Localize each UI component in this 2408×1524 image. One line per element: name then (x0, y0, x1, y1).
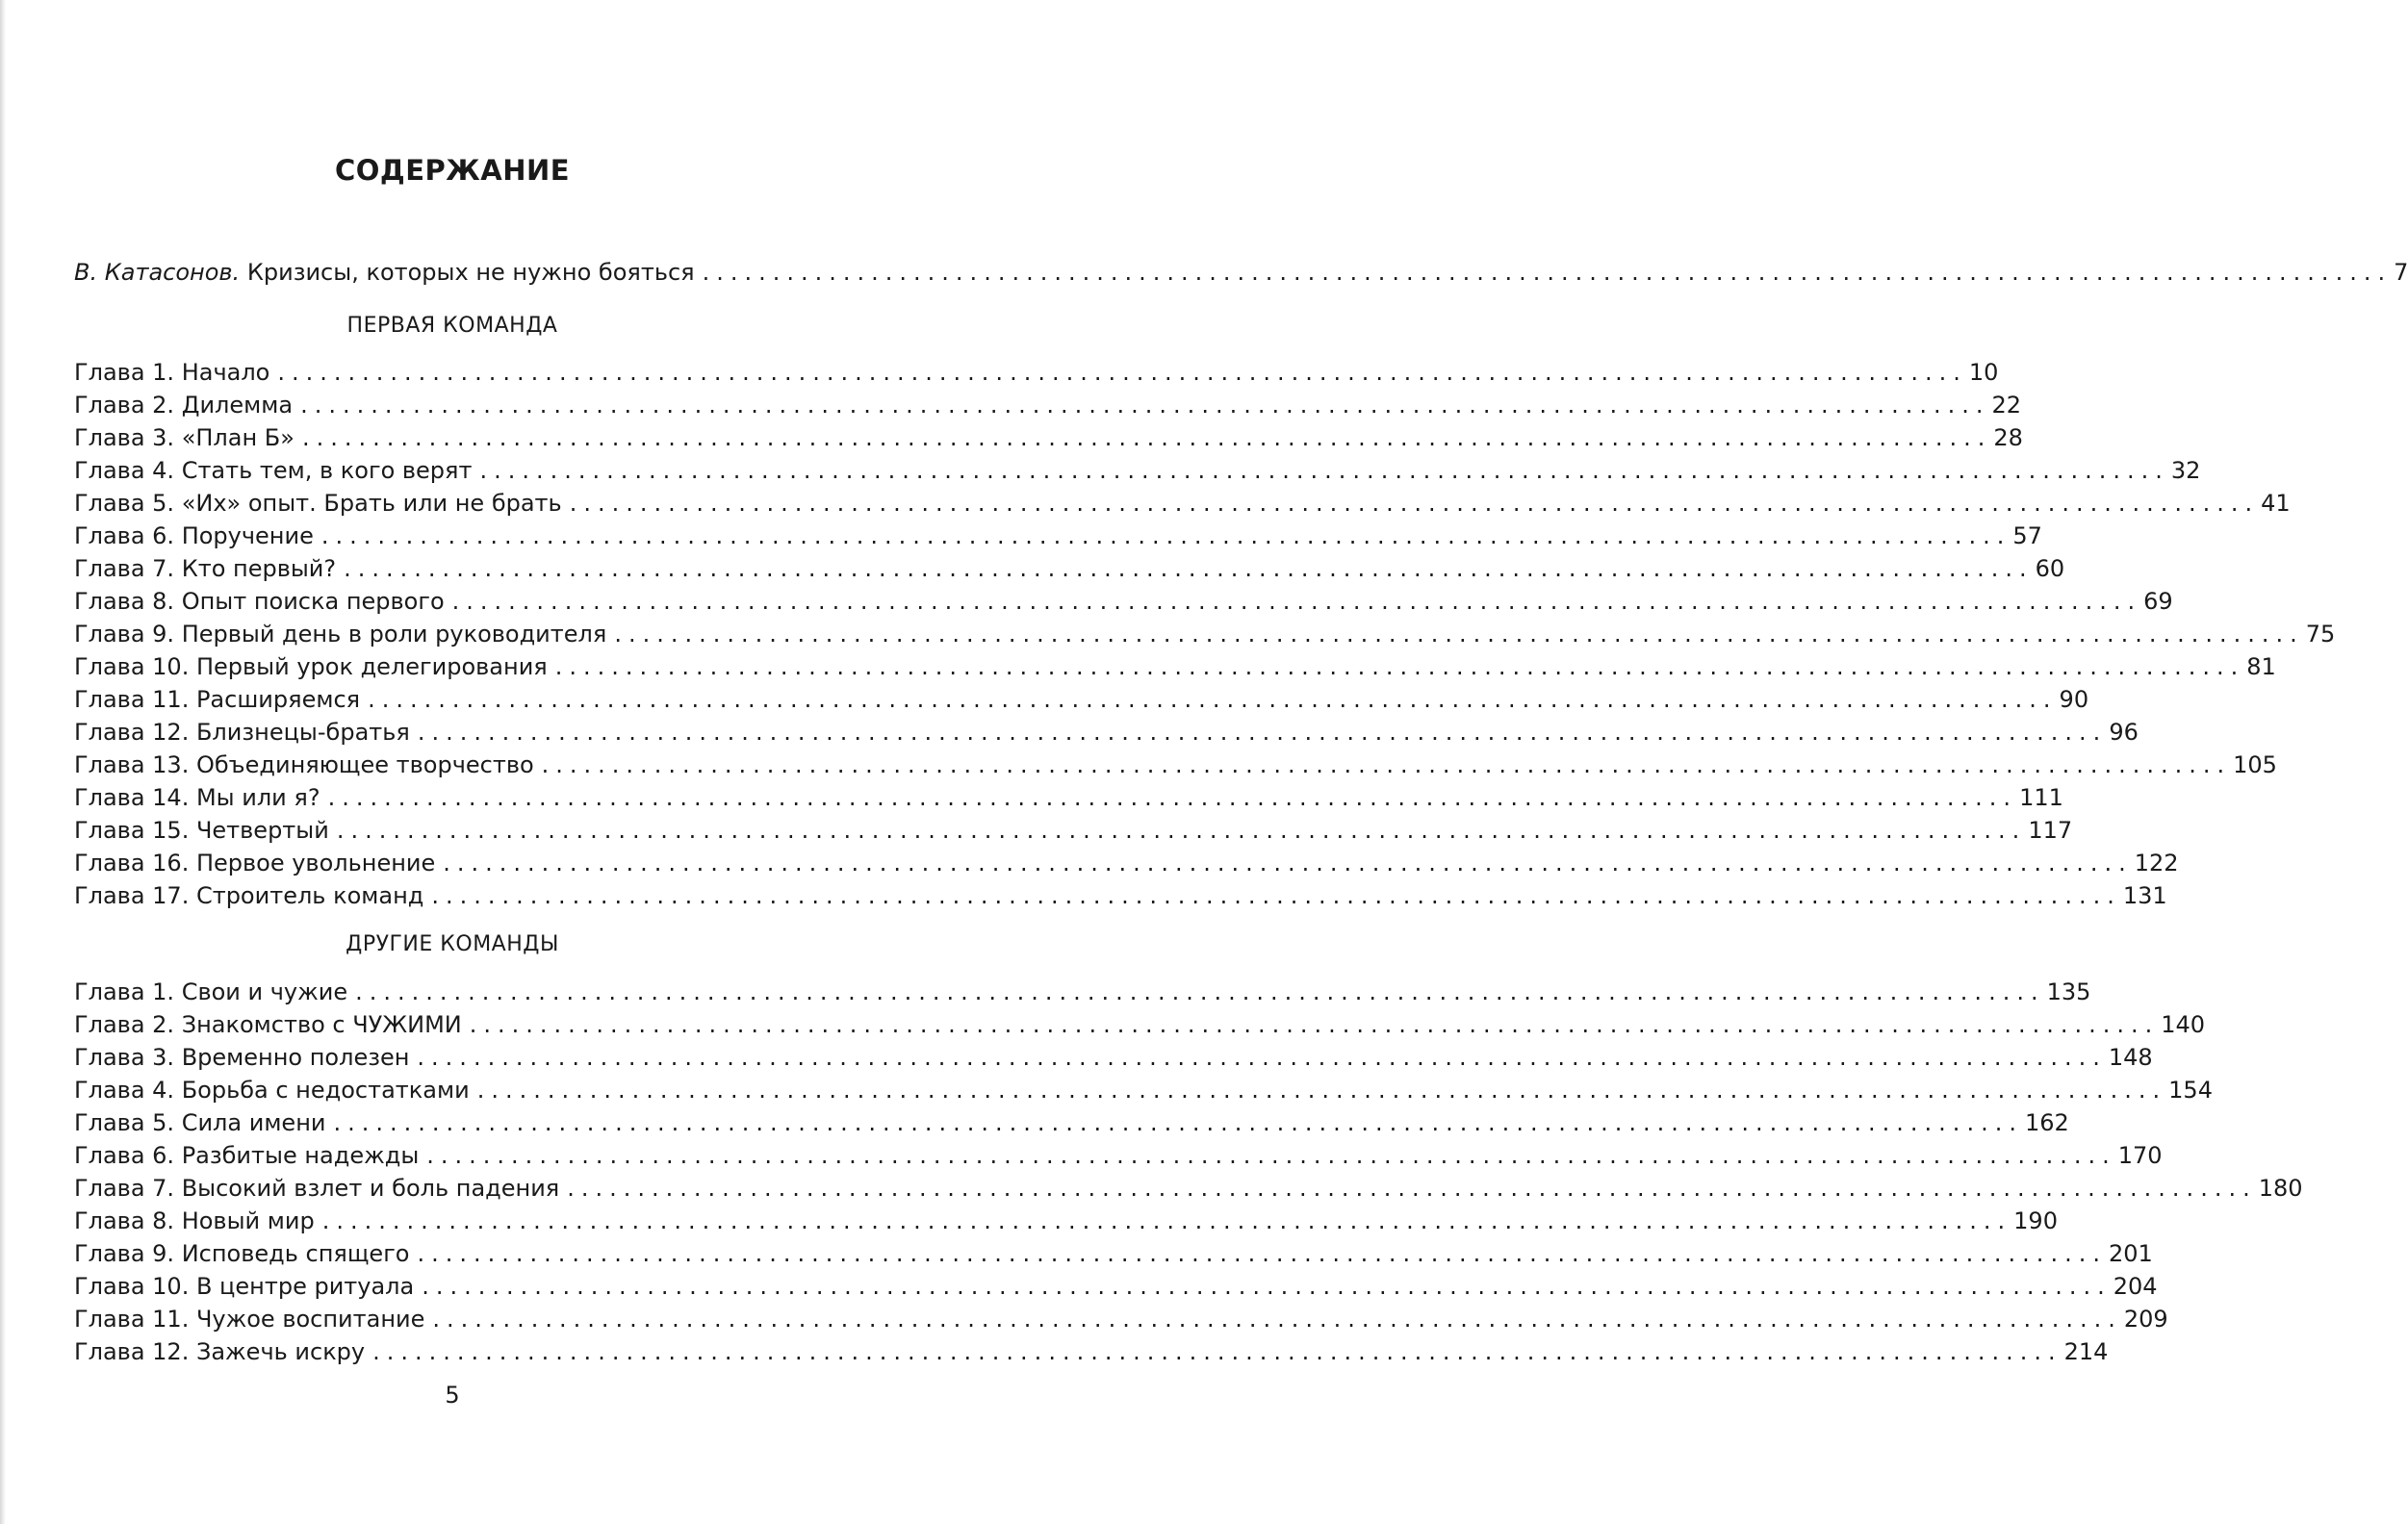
dot-leader: ........................................................................................................................ (277, 359, 1967, 386)
toc-entry-label: Глава 10. Первый урок делегирования (74, 653, 548, 680)
toc-entry-page: 140 (2161, 1011, 2206, 1038)
dot-leader: ........................................................................................................................ (541, 751, 2232, 778)
toc-entry-label: Глава 4. Борьба с недостатками (74, 1077, 470, 1104)
page-title: СОДЕРЖАНИЕ (334, 154, 571, 187)
dot-leader: ........................................................................................................................ (567, 1175, 2257, 1202)
toc-entry (74, 1041, 2153, 1074)
toc-entry-label: Глава 1. Начало (74, 359, 270, 386)
toc-entry-label: Глава 12. Зажечь искру (74, 1338, 366, 1365)
toc-entry (74, 749, 2277, 781)
toc-entry-page: 60 (2035, 555, 2065, 582)
toc-entry-page: 7 (2394, 259, 2408, 286)
toc-entry-page: 111 (2019, 784, 2063, 811)
toc-entry-page: 180 (2258, 1175, 2303, 1202)
toc-entry-page: 190 (2013, 1207, 2058, 1234)
dot-leader: ........................................................................................................................ (344, 555, 2034, 582)
toc-entry-label: Глава 11. Расширяемся (74, 686, 361, 713)
toc-entry-page: 75 (2305, 621, 2336, 648)
toc-entry-label: Глава 9. Первый день в роли руководителя (74, 621, 607, 648)
toc-entry-label: Глава 4. Стать тем, в кого верят (74, 457, 473, 484)
dot-leader: ........................................................................................................................ (333, 1109, 2023, 1136)
toc-entry (74, 454, 2201, 487)
toc-entry (74, 487, 2291, 520)
toc-entry (74, 1172, 2303, 1205)
toc-intro (74, 256, 2408, 289)
toc-entry (74, 1335, 2109, 1368)
toc-entry-page: 22 (1991, 392, 2022, 419)
toc-entry (74, 879, 2167, 912)
toc-entry-label: Глава 3. Временно полезен (74, 1044, 410, 1071)
toc-entry-label: Глава 7. Кто первый? (74, 555, 337, 582)
toc-entry (74, 650, 2276, 683)
toc-entry-page: 148 (2108, 1044, 2153, 1071)
toc-entry (74, 1205, 2058, 1237)
dot-leader: ........................................................................................................................ (417, 1240, 2107, 1267)
toc-entry-page: 201 (2108, 1240, 2153, 1267)
toc-entry-label: Глава 3. «План Б» (74, 424, 295, 451)
toc-entry (74, 1106, 2069, 1139)
toc-entry-page: 32 (2170, 457, 2201, 484)
dot-leader: ........................................................................................................................ (320, 522, 2011, 549)
toc-entry (74, 618, 2336, 650)
toc-entry (74, 1008, 2206, 1041)
toc-entry-page: 10 (1968, 359, 1999, 386)
dot-leader: ........................................................................................................................ (300, 392, 1990, 419)
section-heading-first-team: ПЕРВАЯ КОМАНДА (346, 314, 558, 338)
toc-entry-label: Глава 11. Чужое воспитание (74, 1306, 425, 1333)
toc-entry-page: 122 (2134, 850, 2179, 876)
toc-entry-page: 96 (2109, 719, 2139, 746)
dot-leader: ........................................................................................................................ (368, 686, 2058, 713)
toc-entry-label: Глава 16. Первое увольнение (74, 850, 436, 876)
dot-leader: ........................................................................................................................ (443, 850, 2133, 876)
toc-entry (74, 585, 2173, 618)
dot-leader: ........................................................................................................................ (614, 621, 2304, 648)
toc-entry-label: Глава 8. Новый мир (74, 1207, 315, 1234)
dot-leader: ........................................................................................................................ (569, 490, 2260, 517)
toc-entry-page: 154 (2168, 1077, 2213, 1104)
toc-entry-label: Глава 7. Высокий взлет и боль падения (74, 1175, 560, 1202)
toc-entry-page: 162 (2024, 1109, 2069, 1136)
toc-entry-label: Глава 2. Знакомство с ЧУЖИМИ (74, 1011, 462, 1038)
dot-leader: ........................................................................................................................ (432, 1306, 2122, 1333)
dot-leader: ........................................................................................................................ (554, 653, 2245, 680)
toc-entry-page: 170 (2117, 1142, 2163, 1169)
toc-entry (74, 1074, 2213, 1106)
page-number: 5 (445, 1382, 460, 1409)
toc-entry-page: 117 (2028, 817, 2073, 844)
toc-entry-page: 90 (2059, 686, 2089, 713)
page-edge-shadow (0, 0, 6, 1524)
dot-leader: ........................................................................................................................ (372, 1338, 2062, 1365)
dot-leader: ........................................................................................................................ (321, 1207, 2012, 1234)
toc-entry-label: Глава 6. Разбитые надежды (74, 1142, 420, 1169)
toc-entry-intro (74, 256, 2408, 289)
dot-leader: ........................................................................................................................ (431, 882, 2121, 909)
toc-entry (74, 814, 2073, 847)
toc-entry (74, 1303, 2168, 1335)
toc-entry-label: Глава 5. «Их» опыт. Брать или не брать (74, 490, 562, 517)
toc-entry (74, 1237, 2153, 1270)
dot-leader: ........................................................................................................................ (417, 719, 2108, 746)
toc-entry-label: Глава 1. Свои и чужие (74, 978, 348, 1005)
toc-entry-label: Глава 14. Мы или я? (74, 784, 320, 811)
toc-entry (74, 389, 2022, 421)
dot-leader: ........................................................................................................................ (327, 784, 2018, 811)
toc-entry-label: Глава 13. Объединяющее творчество (74, 751, 534, 778)
toc-entry-label: Глава 5. Сила имени (74, 1109, 326, 1136)
dot-leader: ........................................................................................................................ (476, 1077, 2167, 1104)
toc-entry-label: Глава 9. Исповедь спящего (74, 1240, 410, 1267)
toc-entry-page: 131 (2122, 882, 2167, 909)
toc-entry-page: 57 (2012, 522, 2042, 549)
toc-entry (74, 847, 2179, 879)
toc-entry (74, 1270, 2158, 1303)
toc-entry-page: 214 (2063, 1338, 2109, 1365)
section-heading-other-teams: ДРУГИЕ КОМАНДЫ (346, 932, 559, 956)
dot-leader: ........................................................................................................................ (426, 1142, 2116, 1169)
toc-entry (74, 716, 2139, 749)
dot-leader: ........................................................................................................................ (702, 259, 2393, 286)
dot-leader: ........................................................................................................................ (469, 1011, 2160, 1038)
toc-entry-label (74, 256, 703, 289)
toc-entry (74, 683, 2089, 716)
toc-entry (74, 356, 1999, 389)
toc-entry (74, 1139, 2163, 1172)
toc-entry-page: 105 (2233, 751, 2277, 778)
toc-entry-label: Глава 15. Четвертый (74, 817, 329, 844)
toc-entry-page: 209 (2123, 1306, 2168, 1333)
toc-entry (74, 421, 2023, 454)
toc-entry-label: Глава 12. Близнецы-братья (74, 719, 410, 746)
dot-leader: ........................................................................................................................ (355, 978, 2045, 1005)
toc-section-other-teams (74, 976, 2303, 1368)
toc-entry-label: Глава 6. Поручение (74, 522, 314, 549)
toc-entry (74, 976, 2091, 1008)
toc-section-first-team (74, 356, 2336, 912)
toc-entry-label: Глава 8. Опыт поиска первого (74, 588, 445, 615)
intro-title: Кризисы, которых не нужно бояться (246, 259, 695, 286)
toc-entry-label: Глава 17. Строитель команд (74, 882, 424, 909)
toc-entry-page: 204 (2113, 1273, 2158, 1300)
dot-leader: ........................................................................................................................ (417, 1044, 2107, 1071)
toc-entry (74, 552, 2065, 585)
dot-leader: ........................................................................................................................ (336, 817, 2027, 844)
dot-leader: ........................................................................................................................ (479, 457, 2169, 484)
dot-leader: ........................................................................................................................ (422, 1273, 2112, 1300)
toc-entry-page: 28 (1993, 424, 2023, 451)
toc-entry-page: 69 (2143, 588, 2173, 615)
dot-leader: ........................................................................................................................ (301, 424, 1992, 451)
toc-entry-label: Глава 2. Дилемма (74, 392, 294, 419)
author-name: В. Катасонов. (74, 259, 241, 286)
dot-leader: ........................................................................................................................ (451, 588, 2142, 615)
toc-entry-label: Глава 10. В центре ритуала (74, 1273, 415, 1300)
toc-entry (74, 781, 2063, 814)
toc-entry-page: 41 (2261, 490, 2291, 517)
toc-entry (74, 520, 2042, 552)
toc-entry-page: 135 (2046, 978, 2091, 1005)
toc-entry-page: 81 (2246, 653, 2276, 680)
